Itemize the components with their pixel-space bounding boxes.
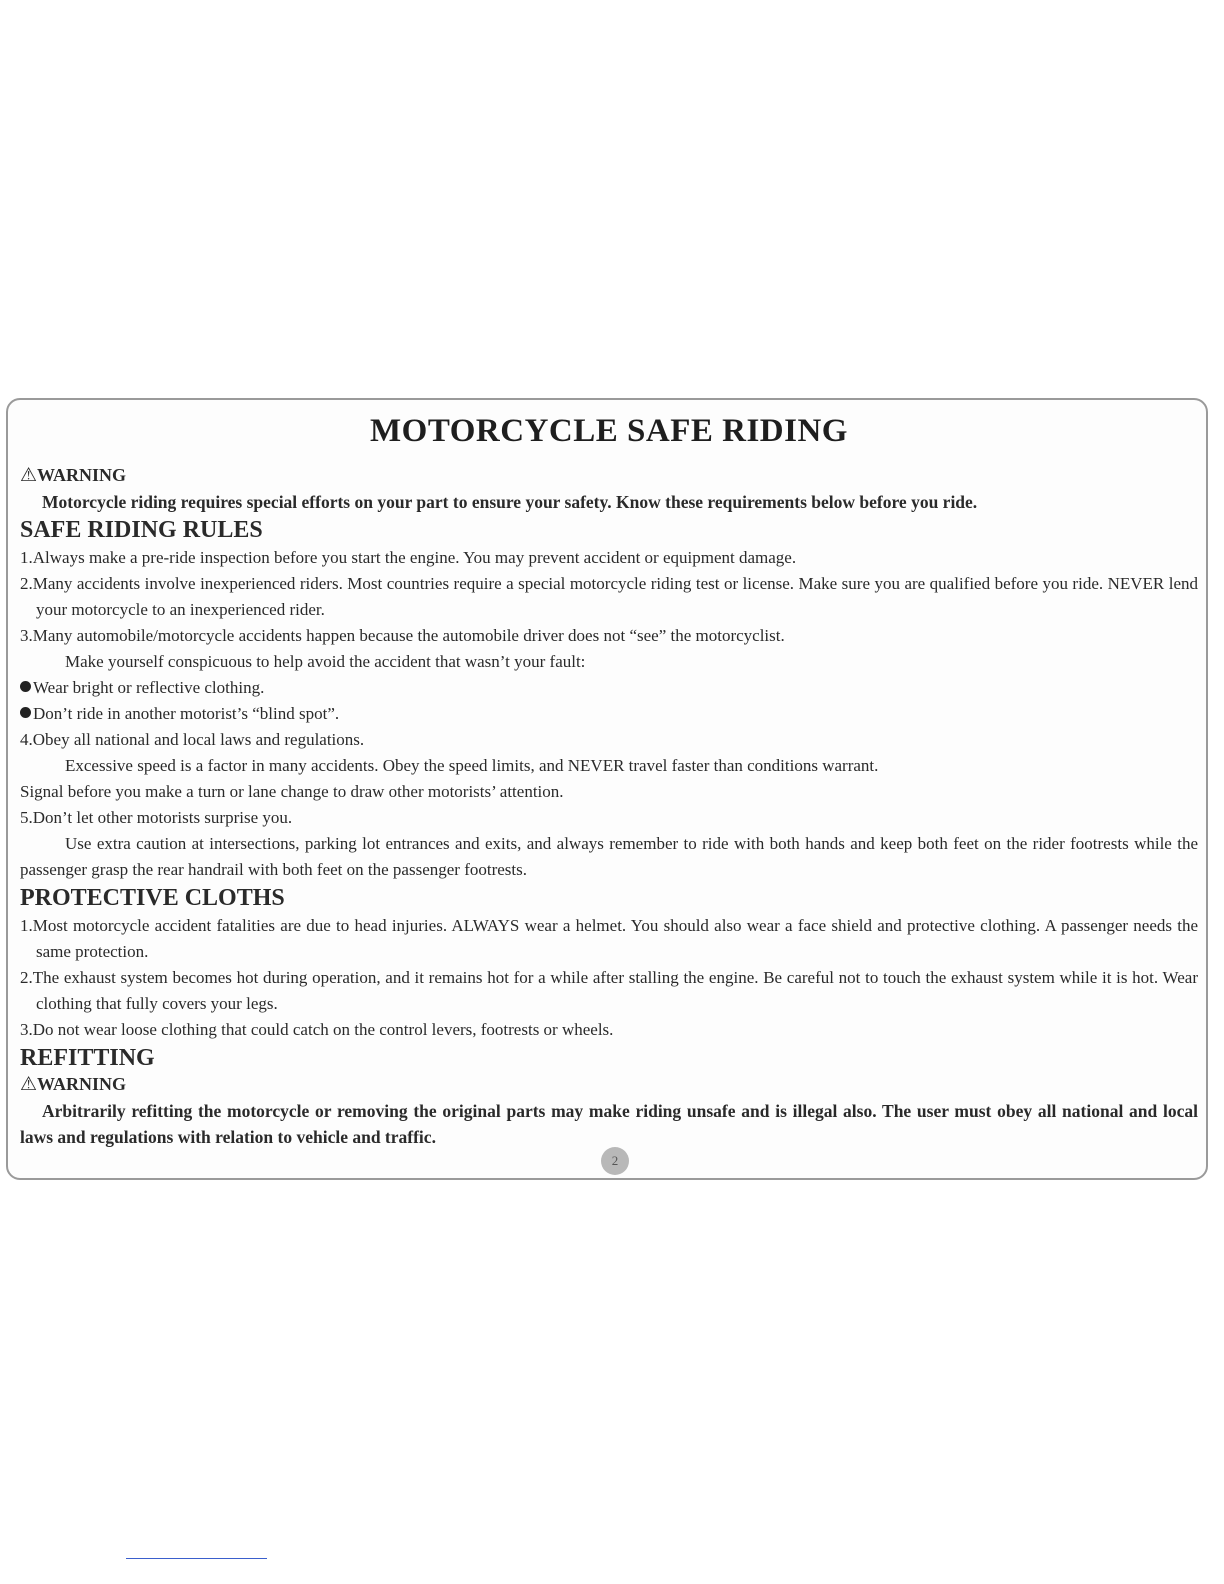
warning-label bbox=[20, 1073, 1198, 1096]
section-heading-protective: PROTECTIVE CLOTHS bbox=[20, 885, 285, 911]
warning-triangle-icon: ⚠ bbox=[20, 1074, 38, 1095]
rule-5-sub: Use extra caution at intersections, parking lot entrances and exits, and always remember to ride with both hands and keep both feet on the rider footrests while the passenger grasp the rear handrail with both feet on the passenger footrests. bbox=[20, 834, 1198, 879]
rule-1: 1.Always make a pre-ride inspection before you start the engine. You may prevent accident or equipment damage. bbox=[20, 548, 797, 567]
bullet-icon bbox=[20, 707, 31, 718]
refitting-warning-text: Arbitrarily refitting the motorcycle or removing the original parts may make riding unsafe and is illegal also. The user must obey all national and local laws and regulations with relation to vehicle and traffic. bbox=[20, 1101, 1198, 1147]
rule-3: 3.Many automobile/motorcycle accidents happen because the automobile driver does not “see” the motorcyclist. bbox=[20, 626, 785, 645]
warning-text: Motorcycle riding requires special efforts on your part to ensure your safety. Know these requirements below before you ride. bbox=[42, 492, 978, 512]
bullet-item bbox=[20, 701, 1198, 727]
warning-label bbox=[20, 464, 1198, 487]
bullet-icon bbox=[20, 681, 31, 692]
rule-4: 4.Obey all national and local laws and regulations. bbox=[20, 730, 365, 749]
rule-5: 5.Don’t let other motorists surprise you. bbox=[20, 808, 293, 827]
page-number-badge: 2 bbox=[601, 1147, 629, 1175]
section-heading-refitting: REFITTING bbox=[20, 1045, 155, 1071]
protective-item-1: 1.Most motorcycle accident fatalities are due to head injuries. ALWAYS wear a helmet. You should also wear a face shield and protective clothing. A passenger needs the same protection. bbox=[20, 916, 1198, 961]
protective-item-3: 3.Do not wear loose clothing that could catch on the control levers, footrests or wheels. bbox=[20, 1020, 614, 1039]
rule-3-sub: Make yourself conspicuous to help avoid the accident that wasn’t your fault: bbox=[65, 652, 586, 671]
page-content bbox=[20, 412, 1198, 1150]
protective-item-2: 2.The exhaust system becomes hot during operation, and it remains hot for a while after stalling the engine. Be careful not to touch the exhaust system while it is hot. Wear clothing that fully covers your legs. bbox=[20, 968, 1198, 1013]
bullet-item bbox=[20, 675, 1198, 701]
page-title: MOTORCYCLE SAFE RIDING bbox=[370, 413, 848, 449]
bullet-text: Wear bright or reflective clothing. bbox=[33, 678, 265, 697]
section-heading-safe-riding: SAFE RIDING RULES bbox=[20, 517, 263, 543]
footer-link-underline bbox=[126, 1558, 267, 1559]
warning-triangle-icon: ⚠ bbox=[20, 465, 38, 486]
warning-label-text: WARNING bbox=[37, 465, 127, 485]
rule-4-sub: Excessive speed is a factor in many accidents. Obey the speed limits, and NEVER travel faster than conditions warrant. bbox=[65, 756, 879, 775]
manual-page-panel bbox=[6, 398, 1208, 1180]
warning-label-text: WARNING bbox=[37, 1074, 127, 1094]
rule-4-signal: Signal before you make a turn or lane change to draw other motorists’ attention. bbox=[20, 782, 564, 801]
bullet-text: Don’t ride in another motorist’s “blind spot”. bbox=[33, 704, 340, 723]
rule-2: 2.Many accidents involve inexperienced riders. Most countries require a special motorcycle riding test or license. Make sure you are qualified before you ride. NEVER lend your motorcycle to an inexperienced rider. bbox=[20, 574, 1198, 619]
